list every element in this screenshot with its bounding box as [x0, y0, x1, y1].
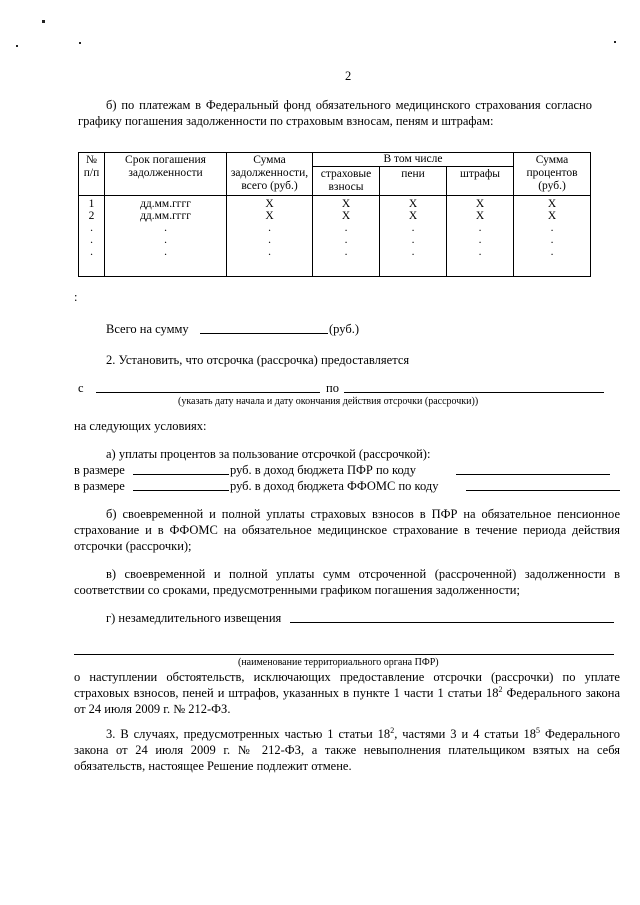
- cell-peni: Х: [380, 196, 447, 211]
- start-date-field[interactable]: [96, 392, 320, 393]
- cell-fines: Х: [447, 196, 514, 211]
- ffoms-budget-text: руб. в доход бюджета ФФОМС по коду: [230, 479, 439, 493]
- ffoms-code-field[interactable]: [466, 490, 620, 491]
- cell-interest: Х: [514, 210, 591, 222]
- item-3-text-a: 3. В случаях, предусмотренных частью 1 статьи 18: [106, 727, 391, 741]
- cell-contrib: Х: [313, 196, 380, 211]
- page-number: 2: [345, 69, 352, 83]
- header-fines: штрафы: [447, 167, 514, 196]
- period-hint: (указать дату начала и дату окончания действия отсрочки (рассрочки)): [178, 396, 479, 407]
- cell-num: .: [79, 222, 105, 234]
- intro-paragraph: б) по платежам в Федеральный фонд обязательного медицинского страхования согласно графику погашения задолженности по страховым взносам, пеням и штрафам:: [78, 98, 592, 128]
- table-row: [79, 222, 591, 234]
- pfr-budget-text: руб. в доход бюджета ПФР по коду: [230, 463, 416, 477]
- cell-date: дд.мм.гггг: [105, 210, 227, 222]
- item-3-text-b: , частями 3 и 4 статьи 18: [394, 727, 537, 741]
- colon-mark: :: [74, 290, 78, 304]
- cell-total: Х: [227, 196, 313, 211]
- header-interest: Сумма процентов (руб.): [514, 153, 591, 196]
- condition-v: в) своевременной и полной уплаты сумм отсроченной (рассроченной) задолженности в соответствии со сроками, предусмотренными графиком погашения задолженности;: [74, 567, 620, 597]
- scan-speck: [16, 45, 18, 47]
- table-row: [79, 246, 591, 277]
- header-contrib: страховые взносы: [313, 167, 380, 196]
- item-3: [74, 726, 620, 774]
- cell-total: .: [227, 234, 313, 246]
- scan-speck: [79, 42, 81, 44]
- ffoms-amount-label: в размере: [74, 479, 125, 493]
- cell-date: .: [105, 222, 227, 234]
- cell-contrib: .: [313, 246, 380, 277]
- ffoms-amount-field[interactable]: [133, 490, 229, 491]
- cell-date: дд.мм.гггг: [105, 196, 227, 211]
- pfr-name-hint: (наименование территориального органа ПФР): [238, 657, 439, 668]
- cell-peni: Х: [380, 210, 447, 222]
- cell-peni: .: [380, 234, 447, 246]
- notify-paragraph: [74, 669, 620, 717]
- cell-total: .: [227, 246, 313, 277]
- header-group: В том числе: [313, 153, 514, 167]
- end-date-field[interactable]: [344, 392, 604, 393]
- pfr-body-field-1[interactable]: [290, 622, 614, 623]
- notify-text-a: о наступлении обстоятельств, исключающих предоставление отсрочки (рассрочки) по уплате страховых взносов, пеней и штрафов, указанных в пункте 1 части 1 статьи 18: [74, 670, 620, 700]
- cell-contrib: Х: [313, 210, 380, 222]
- cell-total: .: [227, 222, 313, 234]
- pfr-amount-field[interactable]: [133, 474, 229, 475]
- cell-contrib: .: [313, 222, 380, 234]
- payment-schedule-table: [78, 152, 591, 277]
- cell-date: .: [105, 246, 227, 277]
- table-row: [79, 234, 591, 246]
- cell-contrib: .: [313, 234, 380, 246]
- pfr-code-field[interactable]: [456, 474, 610, 475]
- to-label: по: [326, 381, 339, 395]
- header-num: № п/п: [79, 153, 105, 196]
- pfr-amount-label: в размере: [74, 463, 125, 477]
- notify-superscript: 2: [498, 684, 503, 694]
- cell-peni: .: [380, 246, 447, 277]
- cell-date: .: [105, 234, 227, 246]
- cell-fines: Х: [447, 210, 514, 222]
- pfr-body-field-2[interactable]: [74, 654, 614, 655]
- from-label: с: [78, 381, 84, 395]
- table-row: [79, 196, 591, 211]
- header-peni: пени: [380, 167, 447, 196]
- cell-interest: .: [514, 234, 591, 246]
- conditions-label: на следующих условиях:: [74, 419, 207, 433]
- condition-b: б) своевременной и полной уплаты страховых взносов в ПФР на обязательное пенсионное страхование и в ФФОМС на обязательное медицинское страхование в течение периода действия отсрочки (рассрочки);: [74, 507, 620, 553]
- scan-speck: [614, 41, 616, 43]
- notify-text-b: Федерального закона от 24 июля 2009 г. № 212-ФЗ.: [74, 686, 620, 716]
- cell-interest: Х: [514, 196, 591, 211]
- header-date: Срок погашения задолженности: [105, 153, 227, 196]
- item-3-text-c: Федерального закона от 24 июля 2009 г. № 212-ФЗ, а также невыполнения плательщиком взятых на себя обязательств, настоящее Решение подлежит отмене.: [74, 727, 620, 773]
- total-sum-field[interactable]: [200, 333, 328, 334]
- cell-fines: .: [447, 222, 514, 234]
- total-unit: (руб.): [329, 322, 359, 336]
- item-2: 2. Установить, что отсрочка (рассрочка) предоставляется: [106, 353, 410, 367]
- table-row: [79, 210, 591, 222]
- condition-a: а) уплаты процентов за пользование отсрочкой (рассрочкой):: [106, 447, 431, 461]
- cell-num: .: [79, 234, 105, 246]
- cell-fines: .: [447, 234, 514, 246]
- cell-peni: .: [380, 222, 447, 234]
- cell-num: 2: [79, 210, 105, 222]
- scan-speck: [42, 20, 45, 23]
- cell-num: .: [79, 246, 105, 277]
- item-3-sup-2: 5: [536, 725, 541, 735]
- cell-interest: .: [514, 222, 591, 234]
- cell-total: Х: [227, 210, 313, 222]
- header-total: Сумма задолженности, всего (руб.): [227, 153, 313, 196]
- cell-fines: .: [447, 246, 514, 277]
- cell-num: 1: [79, 196, 105, 211]
- item-3-sup-1: 2: [390, 725, 395, 735]
- condition-g: г) незамедлительного извещения: [106, 611, 282, 625]
- total-label: Всего на сумму: [106, 322, 189, 336]
- cell-interest: .: [514, 246, 591, 277]
